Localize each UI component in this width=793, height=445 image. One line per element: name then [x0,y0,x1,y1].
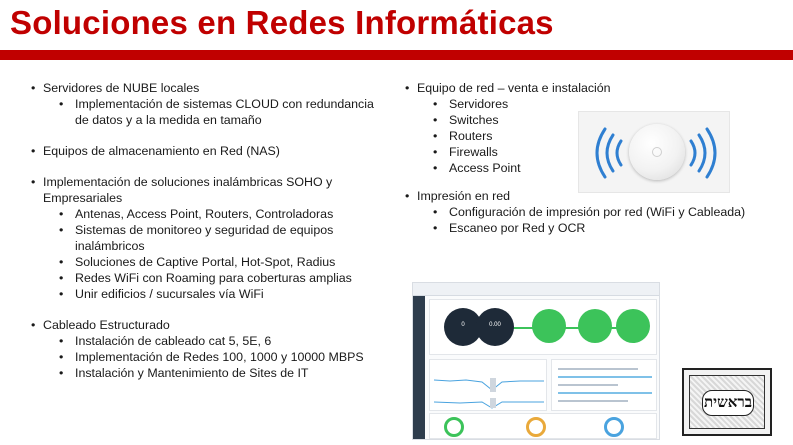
sub-bullet [31,254,381,270]
left-column [31,80,381,381]
sub-bullet [31,286,381,302]
dashboard-chart-card [429,359,547,411]
sub-bullet [31,222,381,254]
sub-bullet [31,206,381,222]
sub-bullet [405,220,775,236]
sub-bullet-text: • Implementación de sistemas CLOUD con redundancia de datos y a la medida en tamaño [75,97,374,127]
access-point-image [578,111,730,193]
seal-text: בראשית [702,390,754,416]
bullet-text: • Servidores de NUBE locales [43,81,200,95]
title-underline [0,50,793,60]
dashboard-topology-panel [429,299,657,355]
bullet-inalambricas [31,174,381,206]
wifi-waves-right-icon [685,123,725,183]
sub-bullet [405,204,775,220]
decorative-seal-image [682,368,772,436]
sub-bullet-text: • Sistemas de monitoreo y seguridad de equipos inalámbricos [75,223,334,253]
sub-bullet-text: • Instalación y Mantenimiento de Sites de IT [75,366,309,380]
bullet-nas [31,143,381,159]
sub-bullet-text: • Unir edificios / sucursales vía WiFi [75,287,264,301]
sub-bullet-text: • Redes WiFi con Roaming para coberturas amplias [75,271,352,285]
dashboard-device-node [532,309,566,343]
sub-bullet-text: • Access Point [449,161,521,175]
dashboard-gauge-node [476,308,514,346]
sub-bullet [31,96,381,128]
bullet-cableado [31,317,381,333]
dashboard-device-node [616,309,650,343]
sub-bullet-text: • Firewalls [449,145,498,159]
dashboard-table-card [551,359,657,411]
dashboard-sidebar [413,296,425,440]
bullet-text: • Implementación de soluciones inalámbricas SOHO y Empresariales [43,175,333,205]
sub-bullet [31,365,381,381]
bullet-equipo-red [405,80,775,96]
sub-bullet [31,270,381,286]
sub-bullet-text: • Configuración de impresión por red (WiFi y Cableada) [449,205,746,219]
bullet-text: • Equipo de red – venta e instalación [417,81,611,95]
bullet-text: • Cableado Estructurado [43,318,170,332]
dashboard-gauge-value: 0 [461,322,465,328]
access-point-device-icon [629,124,685,180]
sub-bullet [405,96,775,112]
sub-bullet [31,333,381,349]
network-dashboard-image [412,282,660,440]
dashboard-device-node [578,309,612,343]
wifi-waves-left-icon [587,123,627,183]
dashboard-line-chart [430,360,548,412]
dashboard-topbar [413,283,660,296]
slide-title: Soluciones en Redes Informáticas [10,4,554,41]
sub-bullet-text: • Servidores [449,97,509,111]
sub-bullet-text: • Routers [449,129,493,143]
sub-bullet-text: • Soluciones de Captive Portal, Hot-Spot, Radius [75,255,336,269]
dashboard-stats-card [429,413,657,439]
sub-bullet-text: • Escaneo por Red y OCR [449,221,586,235]
sub-bullet [31,349,381,365]
sub-bullet-text: • Instalación de cableado cat 5, 5E, 6 [75,334,272,348]
sub-bullet-text: • Implementación de Redes 100, 1000 y 10000 MBPS [75,350,364,364]
bullet-text: • Equipos de almacenamiento en Red (NAS) [43,144,280,158]
sub-bullet-text: • Antenas, Access Point, Routers, Controladoras [75,207,334,221]
bullet-text: • Impresión en red [417,189,510,203]
dashboard-gauge-value: 0.00 [489,322,501,328]
sub-bullet-text: • Switches [449,113,499,127]
bullet-nube [31,80,381,96]
